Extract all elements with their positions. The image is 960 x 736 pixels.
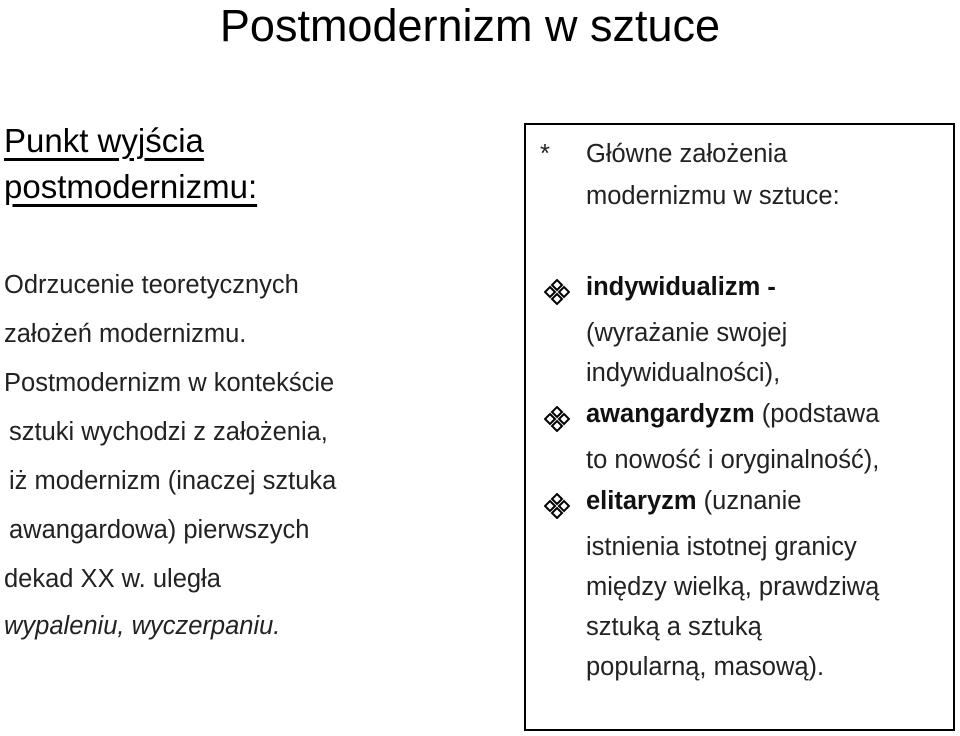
item-line: popularną, masową). [586, 653, 825, 681]
four-diamond-bullet-icon [544, 493, 570, 519]
main-assumptions-box [524, 123, 955, 731]
list-item [544, 273, 954, 393]
body-line: Postmodernizm w kontekście [4, 369, 335, 397]
list-item [544, 400, 954, 480]
body-line: awangardowa) pierwszych [9, 516, 310, 544]
heading-line: postmodernizmu: [4, 168, 258, 205]
item-line: (wyrażanie swojej [586, 319, 788, 347]
box-heading-line: Główne założenia [586, 140, 788, 168]
item-line: indywidualności), [586, 359, 781, 387]
body-paragraph [4, 273, 504, 663]
item-term: awangardyzm [586, 400, 755, 428]
box-heading-line: modernizmu w sztuce: [586, 182, 840, 210]
item-line: to nowość i oryginalność), [586, 446, 880, 474]
heading-line: Punkt wyjścia [4, 122, 204, 159]
left-column [4, 118, 504, 663]
body-line: iż modernizm (inaczej sztuka [9, 467, 337, 495]
body-line: sztuki wychodzi z założenia, [9, 418, 328, 446]
asterisk-marker: * [540, 140, 550, 168]
item-term: elitaryzm [586, 487, 697, 515]
body-line: założeń modernizmu. [4, 320, 247, 348]
body-line: dekad XX w. uległa [4, 565, 221, 593]
four-diamond-bullet-icon [544, 406, 570, 432]
slide-title: Postmodernizm w sztuce [219, 0, 721, 51]
item-rest: (podstawa [754, 400, 880, 428]
assumptions-list [544, 273, 954, 687]
item-line: między wielką, prawdziwą [586, 573, 880, 601]
four-diamond-bullet-icon [544, 279, 570, 305]
item-rest: (uznanie [696, 487, 802, 515]
body-line: Odrzucenie teoretycznych [4, 271, 299, 299]
item-term: indywidualizm - [586, 273, 776, 301]
list-item [544, 487, 954, 687]
body-line: wypaleniu, wyczerpaniu. [4, 612, 281, 640]
section-heading [4, 118, 504, 210]
item-line: istnienia istotnej granicy [586, 533, 857, 561]
item-line: sztuką a sztuką [586, 613, 762, 641]
